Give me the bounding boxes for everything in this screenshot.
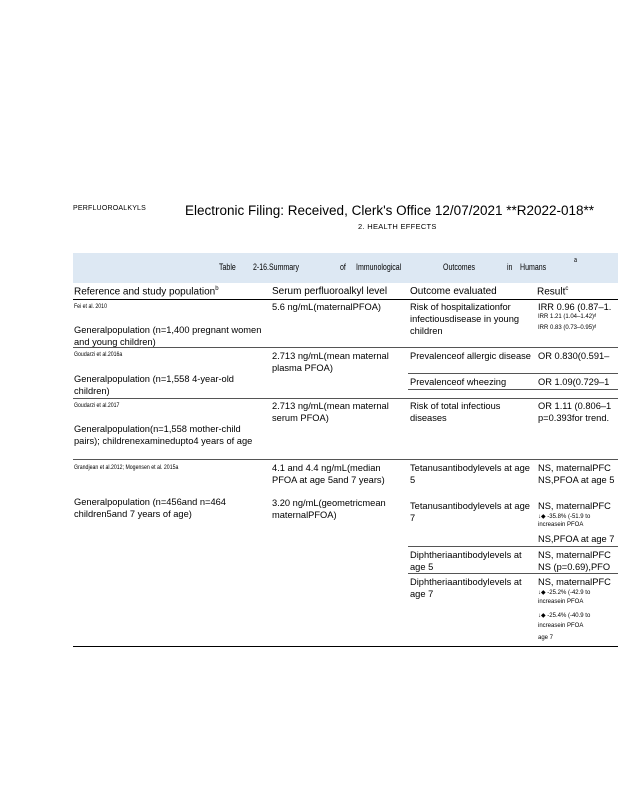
title-word: 2-16.Summary (253, 262, 300, 272)
sub-row-divider (408, 573, 618, 574)
table-row-result-detail: IRR 0.83 (0.73–0.95)ᵈ (538, 325, 597, 331)
column-header-outcome: Outcome evaluated (410, 286, 497, 297)
table-row-outcome: Diphtheriaantibodylevels at age 7 (410, 577, 522, 599)
table-row-outcome: Prevalenceof wheezing (410, 377, 507, 387)
table-row-result-detail: IRR 1.21 (1.04–1.42)ᵈ (538, 314, 597, 320)
table-row-reference: Grandjean et al.2012; Mogensen et al. 2015a (74, 464, 179, 471)
table-row-result: OR 1.09(0.729–1 (538, 377, 610, 387)
table-row-result: NS,PFOA at age 5 (538, 475, 615, 485)
column-header-serum: Serum perfluoroalkyl level (272, 286, 388, 297)
title-word: Humans (520, 262, 547, 272)
table-row-result: p=0.393for trend. (538, 413, 610, 423)
table-row-serum: 2.713 ng/mL(mean maternal plasma PFOA) (272, 351, 389, 373)
table-row-result: IRR 0.96 (0.87–1. (538, 302, 612, 312)
table-row-outcome: Prevalenceof allergic disease (410, 351, 531, 361)
table-row-result: NS, maternalPFC (538, 577, 611, 587)
table-title (73, 253, 618, 283)
title-word: Immunological (356, 262, 402, 272)
table-row-result: OR 1.11 (0.806–1 (538, 401, 612, 411)
table-row-result-detail: increasein PFOA (538, 522, 584, 528)
table-row-serum: 2.713 ng/mL(mean maternal serum PFOA) (272, 401, 389, 423)
chapter-label: PERFLUOROALKYLS (73, 205, 147, 212)
table-row-result: NS, maternalPFC (538, 463, 611, 473)
title-word: Table (219, 262, 236, 272)
column-header-reference: Reference and study population$^b$ (74, 286, 219, 298)
table-row-result: NS (p=0.69),PFO (538, 562, 611, 572)
table-row-result-detail: ↓◆ -25.2% (-42.9 to (538, 590, 591, 596)
title-word: in (507, 262, 513, 272)
table-row-result-detail: ↓◆ -35.8% (-51.9 to (538, 514, 591, 520)
table-row-result-detail: age 7 (538, 635, 554, 641)
row-divider (73, 459, 618, 460)
table-row-reference: Fei et al. 2010 (74, 303, 107, 310)
column-header-result: Result$^c$ (537, 286, 569, 298)
title-word: Outcomes (443, 262, 475, 272)
filing-stamp: Electronic Filing: Received, Clerk's Office 12/07/2021 **R2022-018** (185, 203, 595, 218)
table-row-result: NS,PFOA at age 7 (538, 534, 615, 544)
row-divider (73, 398, 618, 399)
table-row-serum: 4.1 and 4.4 ng/mL(median PFOA at age 5and 7 years) (272, 463, 385, 485)
table-row-result: NS, maternalPFC (538, 550, 611, 560)
table-row-result-detail: increasein PFOA (538, 623, 584, 629)
table-row-serum: 5.6 ng/mL(maternalPFOA) (272, 302, 382, 312)
table-row-outcome: Risk of hospitalizationfor infectiousdisease in young children (410, 302, 520, 336)
table-row-population: Generalpopulation(n=1,558 mother-child pairs); childrenexaminedupto4 years of age (74, 424, 253, 446)
table-row-population: Generalpopulation (n=456and n=464 children5and 7 years of age) (74, 497, 226, 519)
table-row-result: OR 0.830(0.591– (538, 351, 610, 361)
header-rule (73, 299, 618, 300)
title-word: of (340, 262, 346, 272)
table-row-population: Generalpopulation (n=1,558 4-year-old children) (74, 374, 234, 396)
table-row-outcome: Tetanusantibodylevels at age 5 (410, 463, 530, 485)
table-row-result-detail: ↓◆ -25.4% (-40.9 to (538, 613, 591, 619)
sub-row-divider (408, 546, 618, 547)
table-row-population: Generalpopulation (n=1,400 pregnant women and young children) (74, 325, 262, 347)
section-label: 2. HEALTH EFFECTS (358, 222, 437, 231)
table-bottom-rule (73, 646, 618, 647)
table-row-reference: Goudarzi et al.2017 (74, 402, 120, 409)
table-row-outcome: Diphtheriaantibodylevels at age 5 (410, 550, 522, 572)
table-row-outcome: Risk of total infectious diseases (410, 401, 501, 423)
title-superscript: a (574, 257, 578, 264)
sub-row-divider (408, 389, 618, 390)
row-divider (73, 347, 618, 348)
table-row-reference: Goudarzi et al.2016a (74, 351, 123, 358)
table-row-serum: 3.20 ng/mL(geometricmean maternalPFOA) (272, 498, 386, 520)
table-row-result-detail: increasein PFOA (538, 599, 584, 605)
table-row-result: NS, maternalPFC (538, 501, 611, 511)
table-row-outcome: Tetanusantibodylevels at age 7 (410, 501, 530, 523)
sub-row-divider (408, 373, 618, 374)
